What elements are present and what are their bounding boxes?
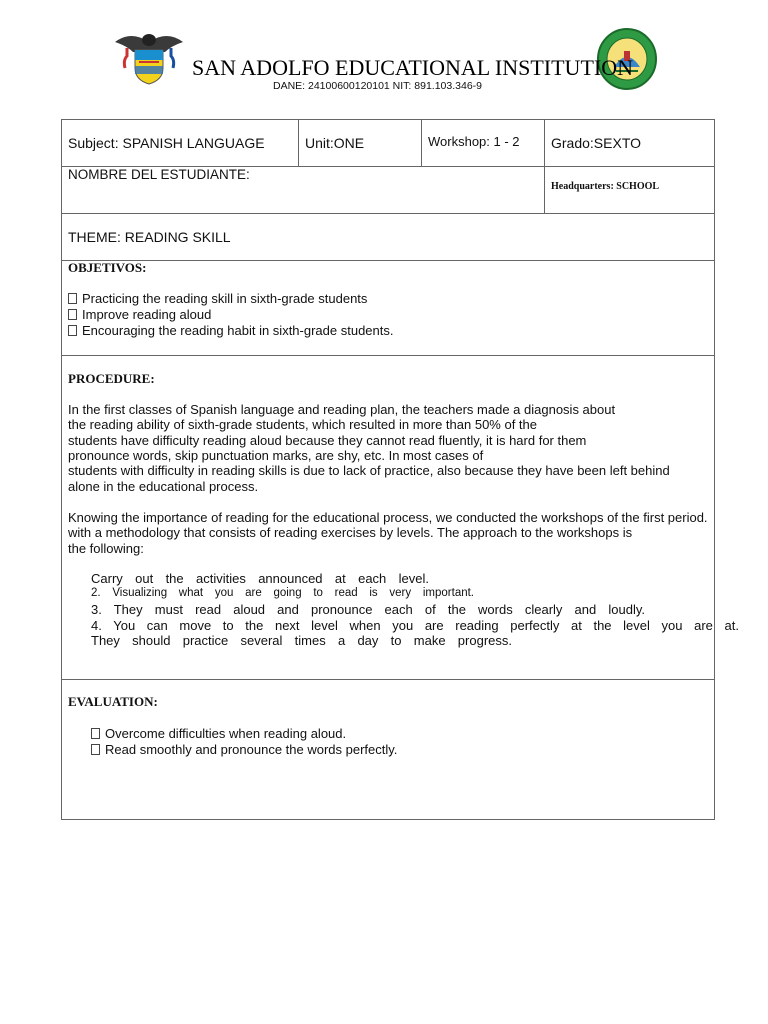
objective-item: Practicing the reading skill in sixth-grade students bbox=[68, 291, 367, 306]
procedure-step: Carry out the activities announced at each level. bbox=[91, 571, 429, 586]
procedure-step: 2. Visualizing what you are going to read is very important. bbox=[91, 587, 474, 599]
evaluation-heading: EVALUATION: bbox=[68, 694, 158, 709]
grado-cell: Grado:SEXTO bbox=[551, 135, 642, 151]
objectives-heading: OBJETIVOS: bbox=[68, 260, 147, 275]
dane-nit-line: DANE: 24100600120101 NIT: 891.103.346-9 bbox=[273, 80, 482, 92]
checkbox-icon bbox=[91, 728, 100, 739]
procedure-text-line: students with difficulty in reading skills is due to lack of practice, also because they have been left behind bbox=[68, 463, 670, 478]
evaluation-item: Overcome difficulties when reading aloud. bbox=[91, 726, 346, 741]
coat-of-arms-logo bbox=[113, 28, 185, 86]
headquarters-cell: Headquarters: SCHOOL bbox=[551, 181, 660, 192]
checkbox-icon bbox=[68, 325, 77, 336]
procedure-text-line: the reading ability of sixth-grade students, which resulted in more than 50% of the bbox=[68, 417, 537, 432]
procedure-text-line: alone in the educational process. bbox=[68, 479, 259, 494]
row-divider bbox=[61, 260, 715, 261]
procedure-text-line: pronounce words, skip punctuation marks, are shy, etc. In most cases of bbox=[68, 448, 484, 463]
procedure-text-line: In the first classes of Spanish language and reading plan, the teachers made a diagnosis about bbox=[68, 402, 616, 417]
checkbox-icon bbox=[68, 309, 77, 320]
theme-cell: THEME: READING SKILL bbox=[68, 229, 231, 245]
subject-cell: Subject: SPANISH LANGUAGE bbox=[68, 135, 265, 151]
row-divider bbox=[61, 213, 715, 214]
procedure-text-line: with a methodology that consists of reading exercises by levels. The approach to the workshops is bbox=[68, 525, 633, 540]
col-divider bbox=[298, 119, 299, 166]
unit-cell: Unit:ONE bbox=[305, 135, 365, 151]
objective-item: Improve reading aloud bbox=[68, 307, 211, 322]
checkbox-icon bbox=[91, 744, 100, 755]
col-divider bbox=[544, 119, 545, 213]
student-name-field[interactable]: NOMBRE DEL ESTUDIANTE: bbox=[68, 167, 250, 182]
procedure-step: 3. They must read aloud and pronounce each of the words clearly and loudly. bbox=[91, 602, 645, 617]
row-divider bbox=[61, 679, 715, 680]
col-divider bbox=[421, 119, 422, 166]
procedure-text-line: the following: bbox=[68, 541, 144, 556]
row-divider bbox=[61, 355, 715, 356]
institution-title: SAN ADOLFO EDUCATIONAL INSTITUTION bbox=[192, 55, 633, 80]
procedure-step: 4. You can move to the next level when you are reading perfectly at the level you are at. bbox=[91, 618, 739, 633]
workshop-cell: Workshop: 1 - 2 bbox=[428, 134, 520, 149]
objective-item: Encouraging the reading habit in sixth-grade students. bbox=[68, 323, 393, 338]
procedure-text-line: students have difficulty reading aloud because they cannot read fluently, it is hard for them bbox=[68, 433, 587, 448]
procedure-step: They should practice several times a day to make progress. bbox=[91, 633, 512, 648]
checkbox-icon bbox=[68, 293, 77, 304]
procedure-heading: PROCEDURE: bbox=[68, 371, 155, 386]
procedure-text-line: Knowing the importance of reading for the educational process, we conducted the workshops of the first period. bbox=[68, 510, 708, 525]
evaluation-item: Read smoothly and pronounce the words perfectly. bbox=[91, 742, 397, 757]
